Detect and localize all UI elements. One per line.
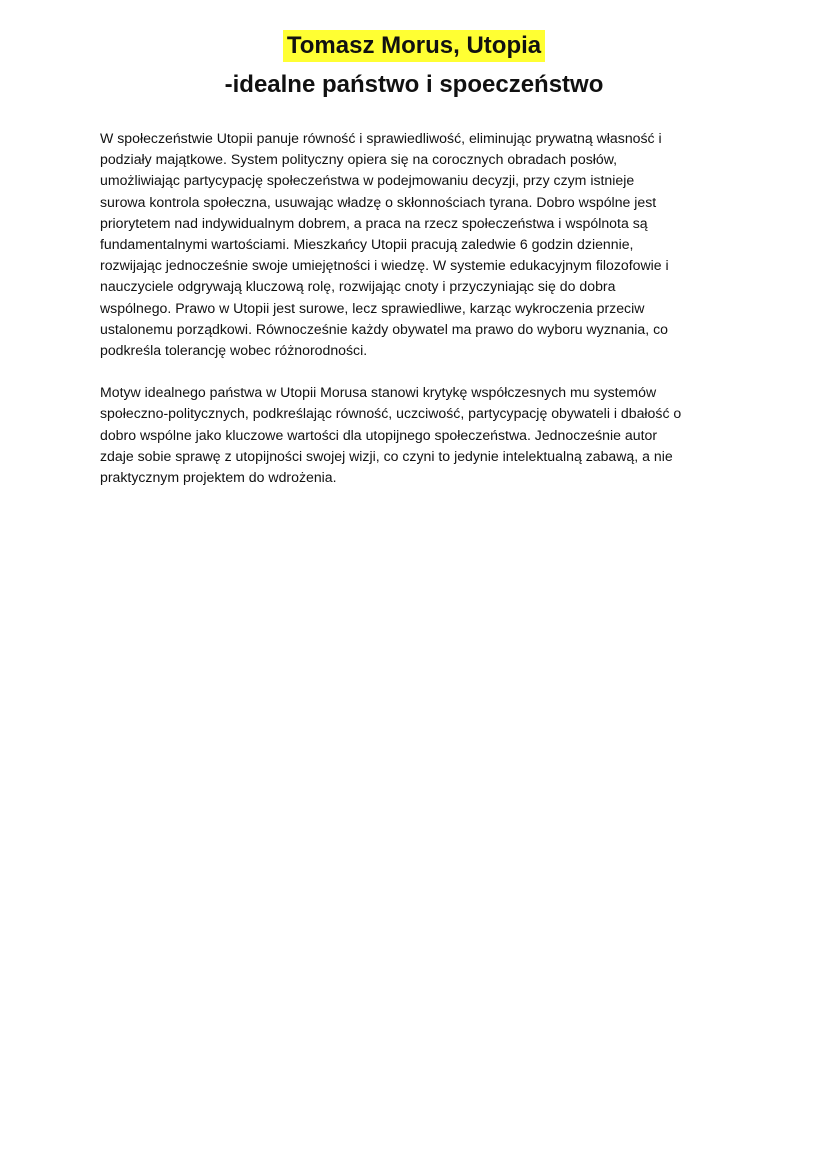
- paragraph-line: wspólnego. Prawo w Utopii jest surowe, lecz sprawiedliwe, karząc wykroczenia przeciw: [100, 299, 645, 316]
- document-subtitle: -idealne państwo i spoeczeństwo: [224, 71, 604, 98]
- paragraph-line: dobro wspólne jako kluczowe wartości dla utopijnego społeczeństwa. Jednocześnie autor: [100, 426, 658, 443]
- paragraph-line: podziały majątkowe. System polityczny opiera się na corocznych obradach posłów,: [100, 151, 618, 168]
- paragraph-line: podkreśla tolerancję wobec różnorodności.: [100, 342, 368, 359]
- paragraph-line: rozwijając jednocześnie swoje umiejętności i wiedzę. W systemie edukacyjnym filozofowie i: [100, 257, 669, 274]
- paragraph-line: zdaje sobie sprawę z utopijności swojej wizji, co czyni to jedynie intelektualną zabawą, a nie: [100, 447, 673, 464]
- paragraph-line: Motyw idealnego państwa w Utopii Morusa stanowi krytykę współczesnych mu systemów: [100, 384, 657, 401]
- paragraph-line: W społeczeństwie Utopii panuje równość i sprawiedliwość, eliminując prywatną własność i: [100, 130, 662, 146]
- paragraph-line: praktycznym projektem do wdrożenia.: [100, 469, 337, 486]
- paragraph-line: społeczno-politycznych, podkreślając równość, uczciwość, partycypację obywateli i dbałość o: [100, 405, 682, 422]
- paragraph-line: surowa kontrola społeczna, usuwając władzę o skłonnościach tyrana. Dobro wspólne jest: [100, 193, 657, 210]
- paragraph-line: fundamentalnymi wartościami. Mieszkańcy Utopii pracują zaledwie 6 godzin dziennie,: [100, 236, 634, 253]
- paragraph-line: nauczyciele odgrywają kluczową rolę, rozwijając cnoty i przyczyniając się do dobra: [100, 278, 616, 295]
- paragraph-line: priorytetem nad indywidualnym dobrem, a praca na rzecz społeczeństwa i wspólnota są: [100, 214, 648, 231]
- paragraph-2: [100, 382, 730, 488]
- document-body: [100, 128, 730, 488]
- paragraph-1: [100, 128, 730, 361]
- paragraph-line: umożliwiając partycypację społeczeństwa w podejmowaniu decyzji, przy czym istnieje: [100, 172, 635, 189]
- title-block: [0, 30, 828, 100]
- document-title: Tomasz Morus, Utopia: [283, 30, 545, 62]
- paragraph-line: ustalonemu porządkowi. Równocześnie każdy obywatel ma prawo do wyboru wyznania, co: [100, 320, 668, 337]
